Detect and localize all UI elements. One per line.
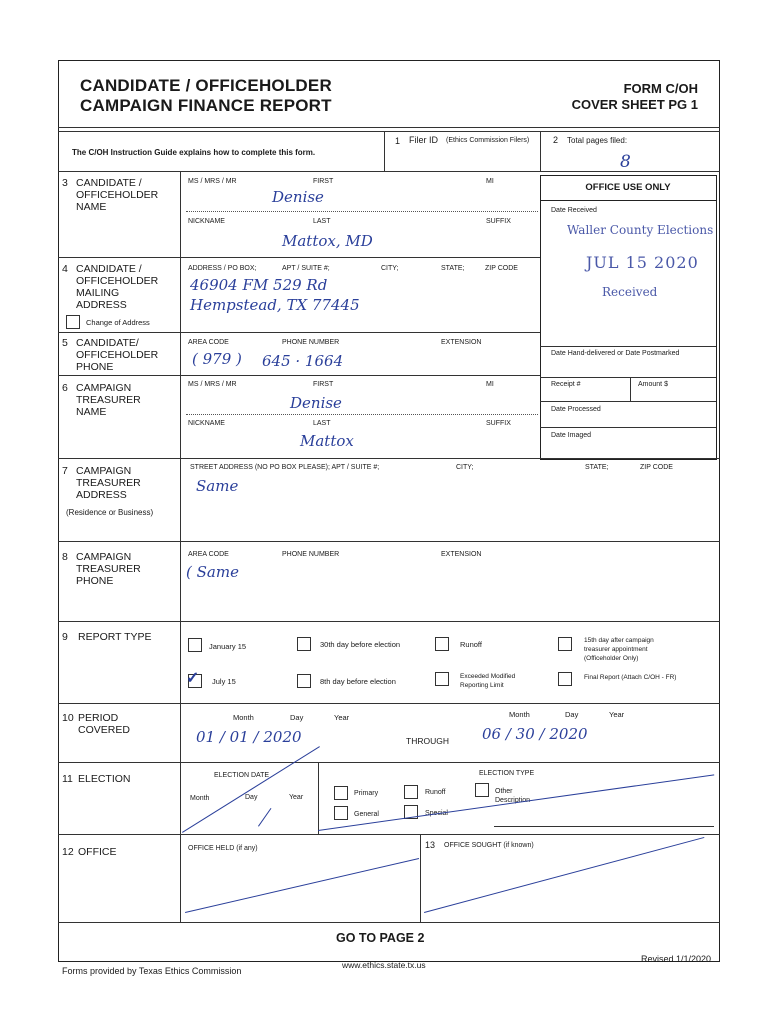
report-15th-day-label-line1: 15th day after campaign xyxy=(584,637,654,644)
treasurer-zip-label: ZIP CODE xyxy=(640,464,673,471)
apt-label: APT / SUITE #; xyxy=(282,265,330,272)
form-id-line2: COVER SHEET PG 1 xyxy=(571,97,698,112)
divider xyxy=(540,346,716,347)
divider xyxy=(630,377,631,401)
treasurer-first-label: FIRST xyxy=(313,381,334,388)
divider xyxy=(420,834,421,922)
treasurer-phone-value[interactable]: ( Same xyxy=(186,563,239,581)
divider xyxy=(540,401,716,402)
footer-provided-by: Forms provided by Texas Ethics Commission xyxy=(62,966,242,976)
section7-label-line3: ADDRESS xyxy=(76,489,127,501)
period-to-month-label: Month xyxy=(509,710,530,719)
election-other-label-line1: Other xyxy=(495,788,513,795)
report-runoff-checkbox[interactable] xyxy=(435,637,449,651)
report-exceeded-label-line1: Exceeded Modified xyxy=(460,673,516,680)
section9-number: 9 xyxy=(62,631,68,643)
zip-label: ZIP CODE xyxy=(485,265,518,272)
section5-label-line2: OFFICEHOLDER xyxy=(76,349,159,361)
total-pages-label: Total pages filed: xyxy=(567,136,628,145)
total-pages-value[interactable]: 8 xyxy=(620,152,631,172)
section4-label-line4: ADDRESS xyxy=(76,299,127,311)
divider xyxy=(58,541,720,542)
report-january15-checkbox[interactable] xyxy=(188,638,202,652)
section10-label-line2: COVERED xyxy=(78,724,130,736)
section10-number: 10 xyxy=(62,712,74,724)
footer-website: www.ethics.state.tx.us xyxy=(342,960,426,970)
section7-number: 7 xyxy=(62,465,68,477)
candidate-nickname-label: NICKNAME xyxy=(188,218,225,225)
election-month-label: Month xyxy=(190,795,210,802)
election-date-label: ELECTION DATE xyxy=(214,772,270,779)
divider xyxy=(540,131,541,171)
treasurer-nickname-label: NICKNAME xyxy=(188,420,225,427)
date-received-label: Date Received xyxy=(551,207,597,214)
form-title-line2: CAMPAIGN FINANCE REPORT xyxy=(80,96,332,115)
divider xyxy=(58,621,720,622)
go-to-page-2: GO TO PAGE 2 xyxy=(336,931,425,945)
date-hand-delivered-label: Date Hand-delivered or Date Postmarked xyxy=(551,350,680,357)
treasurer-last-value[interactable]: Mattox xyxy=(300,432,354,450)
section7-label-line1: CAMPAIGN xyxy=(76,465,132,477)
divider xyxy=(180,171,181,762)
divider xyxy=(540,377,716,378)
report-30th-day-checkbox[interactable] xyxy=(297,637,311,651)
section10-label-line1: PERIOD xyxy=(78,712,119,724)
election-primary-label: Primary xyxy=(354,790,379,797)
treasurer-extension-label: EXTENSION xyxy=(441,551,482,558)
election-other-label-line2: Description xyxy=(495,797,531,804)
section12-label: OFFICE xyxy=(78,846,117,858)
filer-id-note: (Ethics Commission Filers) xyxy=(446,137,530,144)
office-use-title: OFFICE USE ONLY xyxy=(585,182,671,193)
received-stamp-line2: JUL 15 2020 xyxy=(586,253,699,272)
office-held-label: OFFICE HELD (if any) xyxy=(188,845,258,852)
divider xyxy=(58,703,720,704)
divider xyxy=(58,131,720,132)
treasurer-street-label: STREET ADDRESS (NO PO BOX PLEASE); APT / SUITE #; xyxy=(190,464,380,471)
divider xyxy=(58,375,540,376)
divider xyxy=(318,762,319,834)
treasurer-state-label: STATE; xyxy=(585,464,609,471)
received-stamp-line1: Waller County Elections xyxy=(567,223,714,237)
section6-number: 6 xyxy=(62,382,68,394)
report-30th-day-label: 30th day before election xyxy=(320,640,401,649)
divider xyxy=(186,414,538,415)
report-15th-day-label-line2: treasurer appointment xyxy=(584,646,648,653)
candidate-mi-label: MI xyxy=(486,178,494,185)
period-from-value[interactable]: 01 / 01 / 2020 xyxy=(196,728,302,746)
candidate-area-code-value[interactable]: ( 979 ) xyxy=(192,350,242,368)
section3-label-line2: OFFICEHOLDER xyxy=(76,189,159,201)
candidate-extension-label: EXTENSION xyxy=(441,339,482,346)
report-8th-day-label: 8th day before election xyxy=(320,677,396,686)
treasurer-ms-label: MS / MRS / MR xyxy=(188,381,237,388)
section5-label-line1: CANDIDATE/ xyxy=(76,337,139,349)
section11-number: 11 xyxy=(62,773,73,785)
report-8th-day-checkbox[interactable] xyxy=(297,674,311,688)
section13-number: 13 xyxy=(425,840,436,850)
section8-label-line1: CAMPAIGN xyxy=(76,551,132,563)
divider xyxy=(58,922,720,923)
change-of-address-label: Change of Address xyxy=(86,318,150,327)
treasurer-suffix-label: SUFFIX xyxy=(486,420,511,427)
report-final-label: Final Report (Attach C/OH - FR) xyxy=(584,674,677,681)
address-label: ADDRESS / PO BOX; xyxy=(188,265,257,272)
period-from-year-label: Year xyxy=(334,713,350,722)
section4-label-line2: OFFICEHOLDER xyxy=(76,275,159,287)
city-label: CITY; xyxy=(381,265,399,272)
election-special-label: Special xyxy=(425,810,448,817)
treasurer-area-code-label: AREA CODE xyxy=(188,551,229,558)
section8-label-line2: TREASURER xyxy=(76,563,141,575)
divider xyxy=(58,458,720,459)
candidate-last-value[interactable]: Mattox, MD xyxy=(282,232,373,250)
report-exceeded-label-line2: Reporting Limit xyxy=(460,682,504,689)
divider xyxy=(540,427,716,428)
divider xyxy=(58,127,720,128)
date-processed-label: Date Processed xyxy=(551,406,601,413)
report-july15-checkmark: ✓ xyxy=(186,670,200,687)
section4-number: 4 xyxy=(62,263,68,275)
treasurer-first-value[interactable]: Denise xyxy=(290,394,342,412)
divider xyxy=(180,834,181,922)
treasurer-phone-label: PHONE NUMBER xyxy=(282,551,340,558)
section4-label-line1: CANDIDATE / xyxy=(76,263,142,275)
candidate-first-label: FIRST xyxy=(313,178,334,185)
divider xyxy=(58,171,720,172)
form-id-line1: FORM C/OH xyxy=(623,81,698,96)
total-pages-number: 2 xyxy=(553,135,559,145)
divider xyxy=(58,332,540,333)
state-label: STATE; xyxy=(441,265,465,272)
candidate-ms-label: MS / MRS / MR xyxy=(188,178,237,185)
report-july15-label: July 15 xyxy=(212,677,236,686)
period-from-month-label: Month xyxy=(233,713,254,722)
period-through-label: THROUGH xyxy=(406,736,449,746)
section3-label-line1: CANDIDATE / xyxy=(76,177,142,189)
divider xyxy=(384,131,385,171)
date-imaged-label: Date Imaged xyxy=(551,432,592,439)
section6-label-line3: NAME xyxy=(76,406,107,418)
section3-number: 3 xyxy=(62,177,68,189)
election-day-label: Day xyxy=(245,794,258,801)
section5-number: 5 xyxy=(62,337,68,349)
treasurer-address-value[interactable]: Same xyxy=(196,477,239,495)
candidate-phone-value[interactable]: 645 · 1664 xyxy=(262,352,344,370)
period-from-day-label: Day xyxy=(290,713,304,722)
candidate-first-value[interactable]: Denise xyxy=(272,188,324,206)
address-line1-value[interactable]: 46904 FM 529 Rd xyxy=(190,276,328,294)
report-final-checkbox[interactable] xyxy=(558,672,572,686)
other-description-line xyxy=(494,826,714,827)
section9-label: REPORT TYPE xyxy=(78,631,152,643)
section7-label-line2: TREASURER xyxy=(76,477,141,489)
section5-label-line3: PHONE xyxy=(76,361,114,373)
divider xyxy=(58,834,720,835)
filer-id-label: Filer ID xyxy=(409,135,438,145)
candidate-area-code-label: AREA CODE xyxy=(188,339,229,346)
section7-sublabel: (Residence or Business) xyxy=(66,508,154,517)
period-to-year-label: Year xyxy=(609,710,625,719)
treasurer-mi-label: MI xyxy=(486,381,494,388)
election-type-label: ELECTION TYPE xyxy=(479,770,535,777)
section3-label-line3: NAME xyxy=(76,201,107,213)
section12-number: 12 xyxy=(62,846,74,858)
election-other-checkbox[interactable] xyxy=(475,783,489,797)
election-primary-checkbox[interactable] xyxy=(334,786,348,800)
election-runoff-label: Runoff xyxy=(425,789,446,796)
footer-revised: Revised 1/1/2020 xyxy=(641,954,712,964)
section6-label-line2: TREASURER xyxy=(76,394,141,406)
section4-label-line3: MAILING xyxy=(76,287,120,299)
change-of-address-checkbox[interactable] xyxy=(66,315,80,329)
divider xyxy=(540,200,716,201)
election-runoff-checkbox[interactable] xyxy=(404,785,418,799)
office-sought-label: OFFICE SOUGHT (if known) xyxy=(444,842,534,849)
section8-number: 8 xyxy=(62,551,68,563)
section8-label-line3: PHONE xyxy=(76,575,114,587)
section6-label-line1: CAMPAIGN xyxy=(76,382,132,394)
treasurer-city-label: CITY; xyxy=(456,464,474,471)
section11-label: ELECTION xyxy=(78,773,131,785)
candidate-phone-label: PHONE NUMBER xyxy=(282,339,340,346)
filer-id-number: 1 xyxy=(395,136,401,146)
received-stamp-line3: Received xyxy=(602,285,658,299)
election-year-label: Year xyxy=(289,794,304,801)
period-to-day-label: Day xyxy=(565,710,579,719)
treasurer-last-label: LAST xyxy=(313,420,331,427)
office-use-box xyxy=(540,175,717,460)
report-runoff-label: Runoff xyxy=(460,640,482,649)
divider xyxy=(58,257,540,258)
report-15th-day-label-line3: (Officeholder Only) xyxy=(584,655,639,662)
report-exceeded-checkbox[interactable] xyxy=(435,672,449,686)
divider xyxy=(58,762,720,763)
amount-label: Amount $ xyxy=(638,381,668,388)
report-15th-day-checkbox[interactable] xyxy=(558,637,572,651)
receipt-label: Receipt # xyxy=(551,381,581,388)
candidate-last-label: LAST xyxy=(313,218,331,225)
period-to-value[interactable]: 06 / 30 / 2020 xyxy=(482,725,588,743)
instruction-text: The C/OH Instruction Guide explains how to complete this form. xyxy=(72,148,316,157)
election-general-label: General xyxy=(354,811,379,818)
form-title-line1: CANDIDATE / OFFICEHOLDER xyxy=(80,76,332,95)
election-general-checkbox[interactable] xyxy=(334,806,348,820)
divider xyxy=(186,211,538,212)
address-line2-value[interactable]: Hempstead, TX 77445 xyxy=(190,296,360,314)
report-january15-label: January 15 xyxy=(209,642,247,651)
divider xyxy=(180,762,181,834)
candidate-suffix-label: SUFFIX xyxy=(486,218,511,225)
